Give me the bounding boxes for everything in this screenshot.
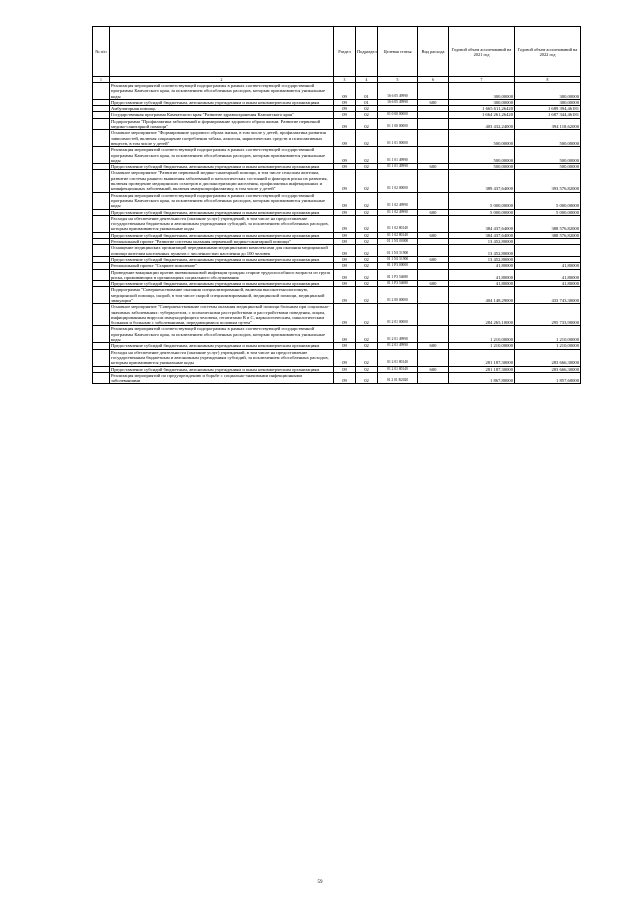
row-target-article-cell: 01 1 N1 51900 bbox=[378, 256, 418, 262]
row-amount-2022-cell: 1 857,60000 bbox=[515, 372, 581, 384]
row-expense-type-cell: 600 bbox=[418, 256, 449, 262]
row-name-cell: Расходы на обеспечение деятельности (оказание услуг) учреждений, в том числе на предоставление государственным бюджетным и автономным учреждениям субсидий, за исключением обособленных расходов, которым присваиваются уникальные коды bbox=[110, 215, 334, 232]
table-row bbox=[93, 147, 581, 164]
row-name-cell: Государственная программа Камчатского края "Развитие здравоохранения Камчатского края" bbox=[110, 112, 334, 118]
row-name-cell: Предоставление субсидий бюджетным, автономным учреждениям и иным некоммерческим организациям bbox=[110, 256, 334, 262]
row-expense-type-cell bbox=[418, 83, 449, 100]
row-index-cell bbox=[93, 170, 110, 192]
row-name-cell: Предоставление субсидий бюджетным, автономным учреждениям и иным некоммерческим организациям bbox=[110, 281, 334, 287]
row-expense-type-cell: 600 bbox=[418, 366, 449, 372]
row-target-article-cell: 01 1 P3 54680 bbox=[378, 269, 418, 281]
table-row bbox=[93, 170, 581, 192]
table-row bbox=[93, 287, 581, 304]
row-razdel-cell: 09 bbox=[334, 99, 356, 105]
row-amount-2021-cell: 1 210,00000 bbox=[449, 326, 515, 343]
row-amount-2021-cell: 384 437,64000 bbox=[449, 215, 515, 232]
row-amount-2021-cell: 281 187,30000 bbox=[449, 366, 515, 372]
row-razdel-cell: 09 bbox=[334, 256, 356, 262]
row-target-article-cell: 16 6 05 49990 bbox=[378, 99, 418, 105]
row-index-cell bbox=[93, 215, 110, 232]
row-expense-type-cell bbox=[418, 304, 449, 326]
row-razdel-cell: 09 bbox=[334, 83, 356, 100]
row-target-article-cell: 01 1 P3 54680 bbox=[378, 281, 418, 287]
row-amount-2022-cell: 1 687 344,46181 bbox=[515, 112, 581, 118]
row-razdel-cell: 09 bbox=[334, 245, 356, 257]
column-number: 5 bbox=[378, 77, 418, 83]
row-amount-2021-cell: 1 665 611,26420 bbox=[449, 106, 515, 112]
row-amount-2022-cell: 41,80000 bbox=[515, 281, 581, 287]
row-amount-2021-cell: 281 187,30000 bbox=[449, 349, 515, 366]
row-amount-2022-cell: 300,00000 bbox=[515, 99, 581, 105]
row-podrazdel-cell: 02 bbox=[356, 130, 378, 147]
row-target-article-cell: 01 2 00 00000 bbox=[378, 287, 418, 304]
row-razdel-cell: 09 bbox=[334, 372, 356, 384]
row-razdel-cell: 09 bbox=[334, 343, 356, 349]
row-name-cell: Основное мероприятие "Формирование здорового образа жизни, в том числе у детей, профилактика развития зависимостей, включая сокращение потребления табака, алкоголя, наркотических средств и психоактивных веществ, в том числе у детей" bbox=[110, 130, 334, 147]
row-amount-2021-cell: 284 265,10000 bbox=[449, 304, 515, 326]
row-target-article-cell: 01 1 N1 00000 bbox=[378, 239, 418, 245]
row-target-article-cell: 01 1 02 49990 bbox=[378, 209, 418, 215]
row-target-article-cell: 01 0 00 00000 bbox=[378, 112, 418, 118]
row-name-cell: Реализация мероприятий соответствующей подпрограммы в рамках соответствующей государственной программы Камчатского края, за исключением обособленных расходов, которым присваиваются уникальные коды bbox=[110, 83, 334, 100]
row-target-article-cell: 01 1 01 00000 bbox=[378, 130, 418, 147]
row-razdel-cell: 09 bbox=[334, 269, 356, 281]
row-razdel-cell: 09 bbox=[334, 170, 356, 192]
row-name-cell: Предоставление субсидий бюджетным, автономным учреждениям и иным некоммерческим организациям bbox=[110, 366, 334, 372]
row-amount-2022-cell: 283 666,30000 bbox=[515, 366, 581, 372]
row-amount-2022-cell: 500,00000 bbox=[515, 164, 581, 170]
row-name-cell: Реализация мероприятий соответствующей подпрограммы в рамках соответствующей государственной программы Камчатского края, за исключением обособленных расходов, которым присваиваются уникальные коды bbox=[110, 192, 334, 209]
budget-table bbox=[92, 26, 581, 384]
row-index-cell bbox=[93, 130, 110, 147]
table-row bbox=[93, 83, 581, 100]
row-amount-2022-cell: 5 000,00000 bbox=[515, 209, 581, 215]
row-expense-type-cell: 600 bbox=[418, 209, 449, 215]
column-number: 2 bbox=[110, 77, 334, 83]
row-razdel-cell: 09 bbox=[334, 326, 356, 343]
row-target-article-cell: 01 2 01 80140 bbox=[378, 366, 418, 372]
row-expense-type-cell bbox=[418, 170, 449, 192]
row-amount-2022-cell: 388 576,82000 bbox=[515, 232, 581, 238]
row-razdel-cell: 09 bbox=[334, 287, 356, 304]
table-body bbox=[93, 83, 581, 384]
row-amount-2021-cell: 403 432,24000 bbox=[449, 118, 515, 130]
row-podrazdel-cell: 02 bbox=[356, 366, 378, 372]
row-target-article-cell: 16 6 05 49990 bbox=[378, 83, 418, 100]
header-podrazdel: Подраздел bbox=[356, 27, 378, 77]
table-row bbox=[93, 304, 581, 326]
row-index-cell bbox=[93, 326, 110, 343]
row-podrazdel-cell: 02 bbox=[356, 269, 378, 281]
row-expense-type-cell: 600 bbox=[418, 281, 449, 287]
row-razdel-cell: 09 bbox=[334, 118, 356, 130]
row-expense-type-cell bbox=[418, 326, 449, 343]
row-podrazdel-cell: 02 bbox=[356, 232, 378, 238]
row-amount-2021-cell: 5 000,00000 bbox=[449, 209, 515, 215]
row-index-cell bbox=[93, 304, 110, 326]
header-row bbox=[93, 27, 581, 77]
row-podrazdel-cell: 02 bbox=[356, 118, 378, 130]
row-target-article-cell: 01 2 01 R2020 bbox=[378, 372, 418, 384]
row-target-article-cell: 01 2 01 49990 bbox=[378, 326, 418, 343]
row-amount-2022-cell: 500,00000 bbox=[515, 130, 581, 147]
header-target-article: Целевая статья bbox=[378, 27, 418, 77]
row-amount-2021-cell: 389 437,64000 bbox=[449, 170, 515, 192]
row-podrazdel-cell: 02 bbox=[356, 256, 378, 262]
row-index-cell bbox=[93, 269, 110, 281]
row-index-cell bbox=[93, 118, 110, 130]
row-razdel-cell: 09 bbox=[334, 263, 356, 269]
row-amount-2021-cell: 300,00000 bbox=[449, 83, 515, 100]
table-row bbox=[93, 269, 581, 281]
header-expense-type: Вид расхода bbox=[418, 27, 449, 77]
table-row bbox=[93, 245, 581, 257]
row-razdel-cell: 09 bbox=[334, 366, 356, 372]
row-razdel-cell: 09 bbox=[334, 232, 356, 238]
row-amount-2021-cell: 13 452,80000 bbox=[449, 245, 515, 257]
table-row bbox=[93, 192, 581, 209]
row-razdel-cell: 09 bbox=[334, 304, 356, 326]
row-razdel-cell: 09 bbox=[334, 349, 356, 366]
row-name-cell: Подпрограмма "Профилактика заболеваний и формирование здорового образа жизни. Развитие первичной медико-санитарной помощи" bbox=[110, 118, 334, 130]
row-index-cell bbox=[93, 147, 110, 164]
header-amount-2021: Годовой объем ассигнований на 2021 год bbox=[449, 27, 515, 77]
table-row bbox=[93, 326, 581, 343]
row-name-cell: Расходы на обеспечение деятельности (оказание услуг) учреждений, в том числе на предоставление государственным бюджетным и автономным учреждениям субсидий, за исключением обособленных расходов, которым присваиваются уникальные коды bbox=[110, 349, 334, 366]
row-podrazdel-cell: 02 bbox=[356, 147, 378, 164]
row-name-cell: Амбулаторная помощь bbox=[110, 106, 334, 112]
row-podrazdel-cell: 02 bbox=[356, 287, 378, 304]
row-razdel-cell: 09 bbox=[334, 239, 356, 245]
row-razdel-cell: 09 bbox=[334, 209, 356, 215]
row-name-cell: Реализация мероприятий соответствующей подпрограммы в рамках соответствующей государственной программы Камчатского края, за исключением обособленных расходов, которым присваиваются уникальные коды bbox=[110, 326, 334, 343]
row-amount-2022-cell: 500,00000 bbox=[515, 147, 581, 164]
header-name bbox=[110, 27, 334, 77]
row-podrazdel-cell: 02 bbox=[356, 304, 378, 326]
row-target-article-cell: 01 2 01 00000 bbox=[378, 304, 418, 326]
row-name-cell: Предоставление субсидий бюджетным, автономным учреждениям и иным некоммерческим организациям bbox=[110, 209, 334, 215]
row-target-article-cell: 01 1 02 49990 bbox=[378, 192, 418, 209]
row-name-cell: Реализация мероприятий по предупреждению и борьбе с социально-значимыми инфекционными заболеваниями bbox=[110, 372, 334, 384]
column-number: 7 bbox=[449, 77, 515, 83]
row-podrazdel-cell: 02 bbox=[356, 164, 378, 170]
row-name-cell: Региональный проект "Старшее поколение" bbox=[110, 263, 334, 269]
row-amount-2021-cell: 13 452,80000 bbox=[449, 239, 515, 245]
row-expense-type-cell bbox=[418, 269, 449, 281]
table-row bbox=[93, 118, 581, 130]
row-target-article-cell: 01 1 01 49990 bbox=[378, 147, 418, 164]
row-podrazdel-cell: 02 bbox=[356, 192, 378, 209]
row-index-cell bbox=[93, 83, 110, 100]
row-name-cell: Проведение вакцинации против пневмококковой инфекции граждан старше трудоспособного возраста из групп риска, проживающих в организациях социального обслуживания bbox=[110, 269, 334, 281]
row-expense-type-cell bbox=[418, 118, 449, 130]
row-amount-2021-cell: 41,80000 bbox=[449, 263, 515, 269]
row-podrazdel-cell: 02 bbox=[356, 343, 378, 349]
row-razdel-cell: 09 bbox=[334, 106, 356, 112]
column-number: 1 bbox=[93, 77, 110, 83]
row-podrazdel-cell: 01 bbox=[356, 83, 378, 100]
row-expense-type-cell bbox=[418, 287, 449, 304]
row-razdel-cell: 09 bbox=[334, 112, 356, 118]
row-expense-type-cell bbox=[418, 130, 449, 147]
row-razdel-cell: 09 bbox=[334, 281, 356, 287]
row-amount-2021-cell: 500,00000 bbox=[449, 147, 515, 164]
row-razdel-cell: 09 bbox=[334, 147, 356, 164]
row-expense-type-cell: 600 bbox=[418, 99, 449, 105]
row-amount-2022-cell bbox=[515, 245, 581, 257]
row-amount-2022-cell: 388 576,82000 bbox=[515, 215, 581, 232]
row-target-article-cell: 01 2 01 80140 bbox=[378, 349, 418, 366]
row-amount-2022-cell: 393 576,82000 bbox=[515, 170, 581, 192]
row-podrazdel-cell: 02 bbox=[356, 106, 378, 112]
row-name-cell: Оснащение медицинских организаций передвижными медицинскими комплексами для оказания медицинской помощи жителям населенных пунктов с численностью населения до 100 человек bbox=[110, 245, 334, 257]
table-row bbox=[93, 349, 581, 366]
row-podrazdel-cell: 02 bbox=[356, 372, 378, 384]
row-amount-2022-cell: 1 210,00000 bbox=[515, 326, 581, 343]
row-amount-2021-cell: 1 664 261,26420 bbox=[449, 112, 515, 118]
row-podrazdel-cell: 02 bbox=[356, 239, 378, 245]
row-name-cell: Региональный проект "Развитие системы оказания первичной медико-санитарной помощи" bbox=[110, 239, 334, 245]
row-podrazdel-cell: 02 bbox=[356, 263, 378, 269]
column-number: 8 bbox=[515, 77, 581, 83]
row-amount-2022-cell: 41,80000 bbox=[515, 263, 581, 269]
row-amount-2021-cell: 500,00000 bbox=[449, 164, 515, 170]
column-number: 6 bbox=[418, 77, 449, 83]
row-amount-2021-cell: 1 210,00000 bbox=[449, 343, 515, 349]
row-target-article-cell: 01 1 P3 00000 bbox=[378, 263, 418, 269]
row-expense-type-cell: 600 bbox=[418, 343, 449, 349]
row-amount-2021-cell: 41,80000 bbox=[449, 269, 515, 281]
row-index-cell bbox=[93, 192, 110, 209]
row-podrazdel-cell: 02 bbox=[356, 245, 378, 257]
row-amount-2021-cell: 384 437,64000 bbox=[449, 232, 515, 238]
row-podrazdel-cell: 01 bbox=[356, 99, 378, 105]
row-amount-2022-cell: 41,80000 bbox=[515, 269, 581, 281]
row-expense-type-cell: 600 bbox=[418, 164, 449, 170]
row-razdel-cell: 09 bbox=[334, 192, 356, 209]
header-razdel: Раздел bbox=[334, 27, 356, 77]
row-expense-type-cell: 600 bbox=[418, 232, 449, 238]
row-name-cell: Основное мероприятие "Развитие первичной медико-санитарной помощи, в том числе сельским жителям, развитие системы раннего выявления заболеваний и патологических состояний и факторов риска их развития, включая проведение медицинских осмотров и диспансеризации населения, профилактика инфекционных и неинфекционных заболеваний, включая иммунопрофилактику, в том числе у детей" bbox=[110, 170, 334, 192]
row-amount-2021-cell: 13 452,80000 bbox=[449, 256, 515, 262]
row-expense-type-cell bbox=[418, 147, 449, 164]
row-amount-2022-cell: 295 733,90000 bbox=[515, 304, 581, 326]
row-index-cell bbox=[93, 287, 110, 304]
row-expense-type-cell bbox=[418, 215, 449, 232]
row-name-cell: Предоставление субсидий бюджетным, автономным учреждениям и иным некоммерческим организациям bbox=[110, 232, 334, 238]
row-target-article-cell: 01 1 02 00000 bbox=[378, 170, 418, 192]
row-name-cell: Предоставление субсидий бюджетным, автономным учреждениям и иным некоммерческим организациям bbox=[110, 343, 334, 349]
row-target-article-cell: 01 1 02 80140 bbox=[378, 215, 418, 232]
row-expense-type-cell bbox=[418, 192, 449, 209]
row-target-article-cell: 01 1 02 80140 bbox=[378, 232, 418, 238]
row-amount-2021-cell: 41,80000 bbox=[449, 281, 515, 287]
header-index: № п/п bbox=[93, 27, 110, 77]
row-podrazdel-cell: 02 bbox=[356, 326, 378, 343]
row-amount-2022-cell: 433 743,30000 bbox=[515, 287, 581, 304]
row-amount-2022-cell: 283 666,30000 bbox=[515, 349, 581, 366]
row-index-cell bbox=[93, 349, 110, 366]
row-amount-2021-cell: 404 148,29000 bbox=[449, 287, 515, 304]
row-amount-2022-cell: 394 118,62000 bbox=[515, 118, 581, 130]
row-name-cell: Основное мероприятие "Совершенствование системы оказания медицинской помощи больным при социально-значимых заболеваниях: туберкулезом, с психическими расстройствами и расстройствами поведения, лицам, инфицированным вирусом иммунодефицита человека, гепатитами B и C, наркологическим, онкологическим больным и больным с заболеваниями, передающимися половым путем" bbox=[110, 304, 334, 326]
row-amount-2021-cell: 5 000,00000 bbox=[449, 192, 515, 209]
row-expense-type-cell bbox=[418, 245, 449, 257]
row-podrazdel-cell: 02 bbox=[356, 349, 378, 366]
row-amount-2022-cell: 300,00000 bbox=[515, 83, 581, 100]
table-row bbox=[93, 215, 581, 232]
row-podrazdel-cell: 02 bbox=[356, 112, 378, 118]
row-razdel-cell: 09 bbox=[334, 215, 356, 232]
row-amount-2021-cell: 300,00000 bbox=[449, 99, 515, 105]
row-podrazdel-cell: 02 bbox=[356, 281, 378, 287]
row-amount-2022-cell: 1 689 394,46181 bbox=[515, 106, 581, 112]
row-podrazdel-cell: 02 bbox=[356, 170, 378, 192]
row-target-article-cell: 01 1 01 49990 bbox=[378, 164, 418, 170]
table-row bbox=[93, 372, 581, 384]
row-amount-2021-cell: 500,00000 bbox=[449, 130, 515, 147]
column-number: 4 bbox=[356, 77, 378, 83]
row-razdel-cell: 09 bbox=[334, 130, 356, 147]
row-index-cell bbox=[93, 245, 110, 257]
column-number: 3 bbox=[334, 77, 356, 83]
row-podrazdel-cell: 02 bbox=[356, 215, 378, 232]
row-target-article-cell: 01 2 01 49990 bbox=[378, 343, 418, 349]
header-amount-2022: Годовой объем ассигнований на 2022 год bbox=[515, 27, 581, 77]
row-name-cell: Предоставление субсидий бюджетным, автономным учреждениям и иным некоммерческим организациям bbox=[110, 99, 334, 105]
table-row bbox=[93, 130, 581, 147]
row-name-cell: Подпрограмма "Совершенствование оказания специализированной, включая высокотехнологичную, медицинской помощи, скорой, в том числе скорой специализированной, медицинской помощи, медицинской эвакуации" bbox=[110, 287, 334, 304]
row-target-article-cell: 01 1 N1 51900 bbox=[378, 245, 418, 257]
page-number: 59 bbox=[317, 880, 323, 885]
row-index-cell bbox=[93, 372, 110, 384]
row-podrazdel-cell: 02 bbox=[356, 209, 378, 215]
row-name-cell: Предоставление субсидий бюджетным, автономным учреждениям и иным некоммерческим организациям bbox=[110, 164, 334, 170]
row-target-article-cell: 01 1 00 00000 bbox=[378, 118, 418, 130]
row-amount-2021-cell: 1 867,80000 bbox=[449, 372, 515, 384]
row-amount-2022-cell: 1 210,00000 bbox=[515, 343, 581, 349]
row-amount-2022-cell: 5 000,00000 bbox=[515, 192, 581, 209]
row-name-cell: Реализация мероприятий соответствующей подпрограммы в рамках соответствующей государственной программы Камчатского края, за исключением обособленных расходов, которым присваиваются уникальные коды bbox=[110, 147, 334, 164]
row-expense-type-cell bbox=[418, 372, 449, 384]
row-expense-type-cell bbox=[418, 349, 449, 366]
row-razdel-cell: 09 bbox=[334, 164, 356, 170]
